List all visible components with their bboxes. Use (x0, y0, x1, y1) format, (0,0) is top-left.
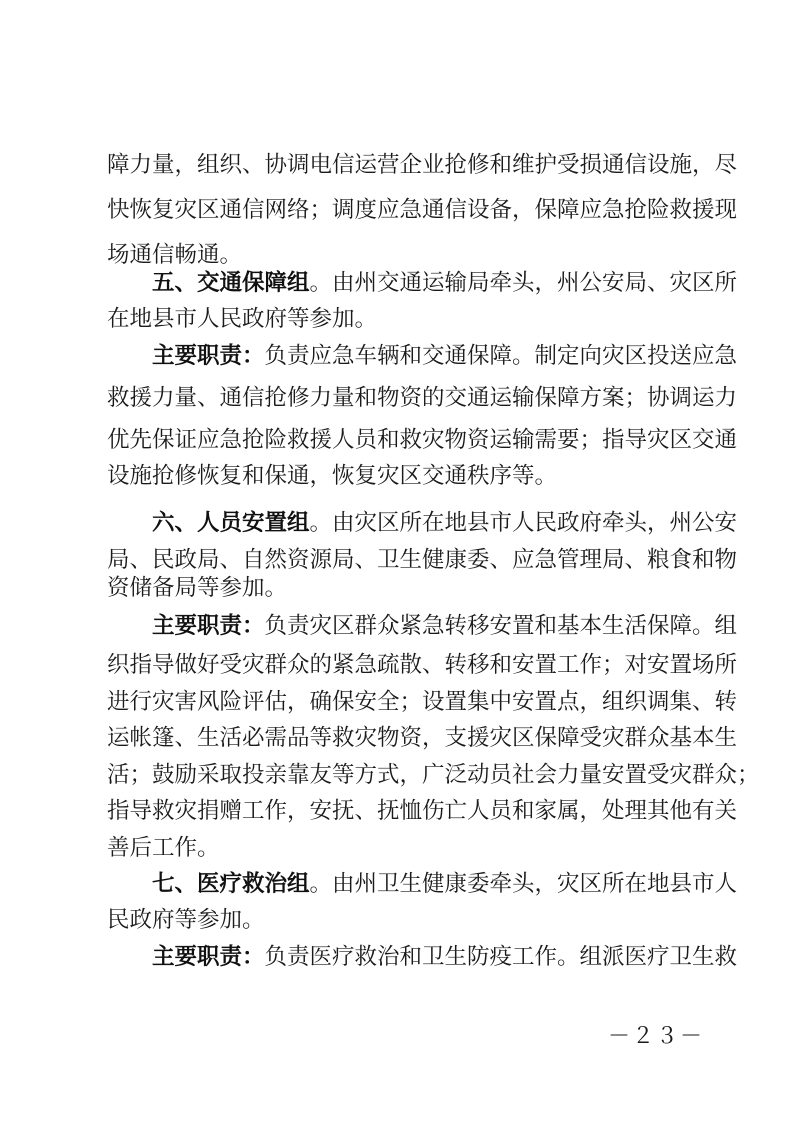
text-line: 障力量，组织、协调电信运营企业抢修和维护受损通信设施，尽 (107, 152, 738, 178)
section-heading-line (152, 263, 738, 303)
section-heading: 六、人员安置组 (152, 510, 310, 536)
duties-label: 主要职责： (152, 343, 265, 369)
section-heading-text: 。由州交通运输局牵头，州公安局、灾区所 (309, 270, 738, 296)
section-heading-text: 。由灾区所在地县市人民政府牵头，州公安 (309, 510, 738, 536)
text-line: 运帐篷、生活必需品等救灾物资，支援灾区保障受灾群众基本生 (107, 725, 738, 751)
duties-text: 负责医疗救治和卫生防疫工作。组派医疗卫生救 (264, 944, 738, 970)
text-line: 指导救灾捐赠工作，安抚、抚恤伤亡人员和家属，处理其他有关 (107, 798, 738, 824)
duties-label: 主要职责： (152, 613, 265, 639)
text-line: 在地县市人民政府等参加。 (107, 306, 378, 332)
duties-text: 负责灾区群众紧急转移安置和基本生活保障。组 (264, 613, 738, 639)
text-line: 场通信畅通。 (107, 242, 243, 268)
duties-line (152, 336, 738, 376)
text-line: 快恢复灾区通信网络；调度应急通信设备，保障应急抢险救援现 (107, 197, 738, 223)
text-line: 救援力量、通信抢修力量和物资的交通运输保障方案；协调运力 (107, 385, 738, 411)
duties-label: 主要职责： (152, 944, 265, 970)
section-heading-line (152, 503, 738, 543)
text-line: 设施抢修恢复和保通，恢复灾区交通秩序等。 (107, 463, 558, 489)
text-line: 进行灾害风险评估，确保安全；设置集中安置点，组织调集、转 (107, 689, 738, 715)
text-line: 善后工作。 (107, 835, 220, 861)
text-line: 织指导做好受灾群众的紧急疏散、转移和安置工作；对安置场所 (107, 652, 738, 678)
page-number: －２３－ (608, 1024, 705, 1049)
text-line: 优先保证应急抢险救援人员和救灾物资运输需要；指导灾区交通 (107, 427, 738, 453)
text-line: 资储备局等参加。 (107, 575, 288, 601)
text-line: 民政府等参加。 (107, 907, 265, 933)
duties-line (152, 937, 738, 977)
duties-line (152, 606, 738, 646)
section-heading: 五、交通保障组 (152, 270, 310, 296)
section-heading-text: 。由州卫生健康委牵头，灾区所在地县市人 (309, 871, 738, 897)
section-heading: 七、医疗救治组 (152, 871, 310, 897)
text-line: 活；鼓励采取投亲靠友等方式，广泛动员社会力量安置受灾群众； (107, 762, 760, 788)
section-heading-line (152, 864, 738, 904)
text-line: 局、民政局、自然资源局、卫生健康委、应急管理局、粮食和物 (107, 547, 738, 573)
duties-text: 负责应急车辆和交通保障。制定向灾区投送应急 (264, 343, 738, 369)
